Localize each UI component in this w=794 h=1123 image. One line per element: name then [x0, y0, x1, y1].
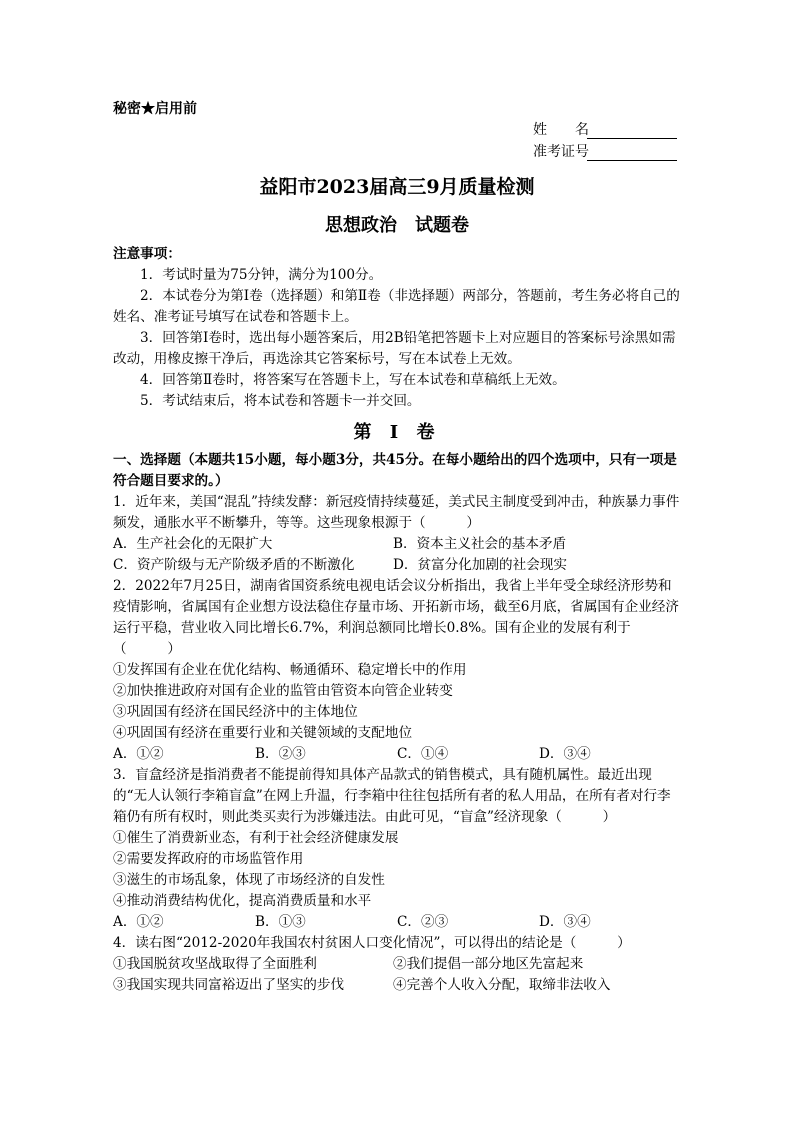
option-d[interactable]: D．贫富分化加剧的社会现实 [393, 557, 568, 573]
notice-item: 2．本试卷分为第Ⅰ卷（选择题）和第Ⅱ卷（非选择题）两部分，答题前，考生务必将自己的姓名、准考证号填写在试卷和答题卡上。 [113, 288, 680, 325]
notice-item: 4．回答第Ⅱ卷时，将答案写在答题卡上，写在本试卷和草稿纸上无效。 [140, 372, 566, 388]
option-c[interactable]: C．①④ [397, 746, 449, 762]
confidential-label: 秘密★启用前 [113, 101, 197, 117]
statement-item: ④推动消费结构优化，提高消费质量和水平 [113, 893, 372, 909]
option-b[interactable]: B．①③ [255, 914, 306, 930]
notice-item: 1．考试时量为75分钟，满分为100分。 [140, 267, 383, 283]
notice-section [113, 244, 683, 412]
option-c[interactable]: C．资产阶级与无产阶级矛盾的不断激化 [113, 557, 355, 573]
statement-item: ③我国实现共同富裕迈出了坚实的步伐 [113, 977, 345, 993]
question-3 [113, 765, 683, 933]
id-field [533, 141, 677, 161]
statement-item: ①发挥国有企业在优化结构、畅通循环、稳定增长中的作用 [113, 662, 467, 678]
name-blank-line[interactable] [587, 124, 677, 139]
option-d[interactable]: D．③④ [539, 746, 591, 762]
notice-item: 5．考试结束后，将本试卷和答题卡一并交回。 [140, 393, 421, 409]
statement-item: ②我们提倡一部分地区先富起来 [393, 956, 584, 972]
statement-item: ③滋生的市场乱象，体现了市场经济的自发性 [113, 872, 385, 888]
question-2 [113, 576, 683, 765]
statement-item: ④完善个人收入分配，取缔非法收入 [393, 977, 611, 993]
statement-item: ①催生了消费新业态，有利于社会经济健康发展 [113, 830, 399, 846]
option-b[interactable]: B．②③ [255, 746, 306, 762]
section-heading: 一、选择题（本题共15小题，每小题3分，共45分。在每小题给出的四个选项中，只有一项是符合题目要求的。） [113, 452, 677, 489]
question-stem: 4．读右图“2012-2020年我国农村贫困人口变化情况”，可以得出的结论是（ ） [113, 935, 631, 951]
option-a[interactable]: A．①② [113, 914, 164, 930]
part-title: 第 Ⅰ 卷 [353, 422, 441, 443]
option-d[interactable]: D．③④ [539, 914, 591, 930]
question-4 [113, 933, 683, 996]
statement-item: ①我国脱贫攻坚战取得了全面胜利 [113, 956, 317, 972]
name-field [533, 119, 677, 139]
question-stem: 1．近年来，美国“混乱”持续发酵：新冠疫情持续蔓延，美式民主制度受到冲击，种族暴力事件频发，通胀水平不断攀升，等等。这些现象根源于（ ） [113, 494, 680, 531]
exam-title: 益阳市2023届高三9月质量检测 [259, 176, 535, 198]
statement-item: ③巩固国有经济在国民经济中的主体地位 [113, 704, 358, 720]
option-b[interactable]: B．资本主义社会的基本矛盾 [393, 536, 567, 552]
notice-heading: 注意事项： [113, 246, 181, 262]
question-stem: 2．2022年7月25日，湖南省国资系统电视电话会议分析指出，我省上半年受全球经济形势和疫情影响，省属国有企业想方设法稳住存量市场、开拓新市场，截至6月底，省属国有企业经济运行平稳，营业收入同比增长6.7%，利润总额同比增长0.8%。国有企业的发展有利于（ ） [113, 578, 679, 657]
name-label: 姓 名 [533, 122, 589, 138]
id-label: 准考证号 [533, 144, 589, 160]
questions-section [113, 450, 683, 996]
id-blank-line[interactable] [587, 146, 677, 161]
question-1 [113, 492, 683, 576]
statement-item: ④巩固国有经济在重要行业和关键领域的支配地位 [113, 725, 413, 741]
question-stem: 3．盲盒经济是指消费者不能提前得知具体产品款式的销售模式，具有随机属性。最近出现的“无人认领行李箱盲盒”在网上升温，行李箱中往往包括所有者的私人用品，在所有者对行李箱仍有所有权时，则此类买卖行为涉嫌违法。由此可见，“盲盒”经济现象（ ） [113, 767, 671, 825]
statement-item: ②需要发挥政府的市场监管作用 [113, 851, 304, 867]
option-c[interactable]: C．②③ [397, 914, 449, 930]
notice-item: 3．回答第Ⅰ卷时，选出每小题答案后，用2B铅笔把答题卡上对应题目的答案标号涂黑如需改动，用橡皮擦干净后，再选涂其它答案标号，写在本试卷上无效。 [113, 330, 676, 367]
exam-subtitle: 思想政治 试题卷 [325, 215, 469, 236]
statement-item: ②加快推进政府对国有企业的监管由管资本向管企业转变 [113, 683, 453, 699]
option-a[interactable]: A．①② [113, 746, 164, 762]
option-a[interactable]: A．生产社会化的无限扩大 [113, 536, 273, 552]
